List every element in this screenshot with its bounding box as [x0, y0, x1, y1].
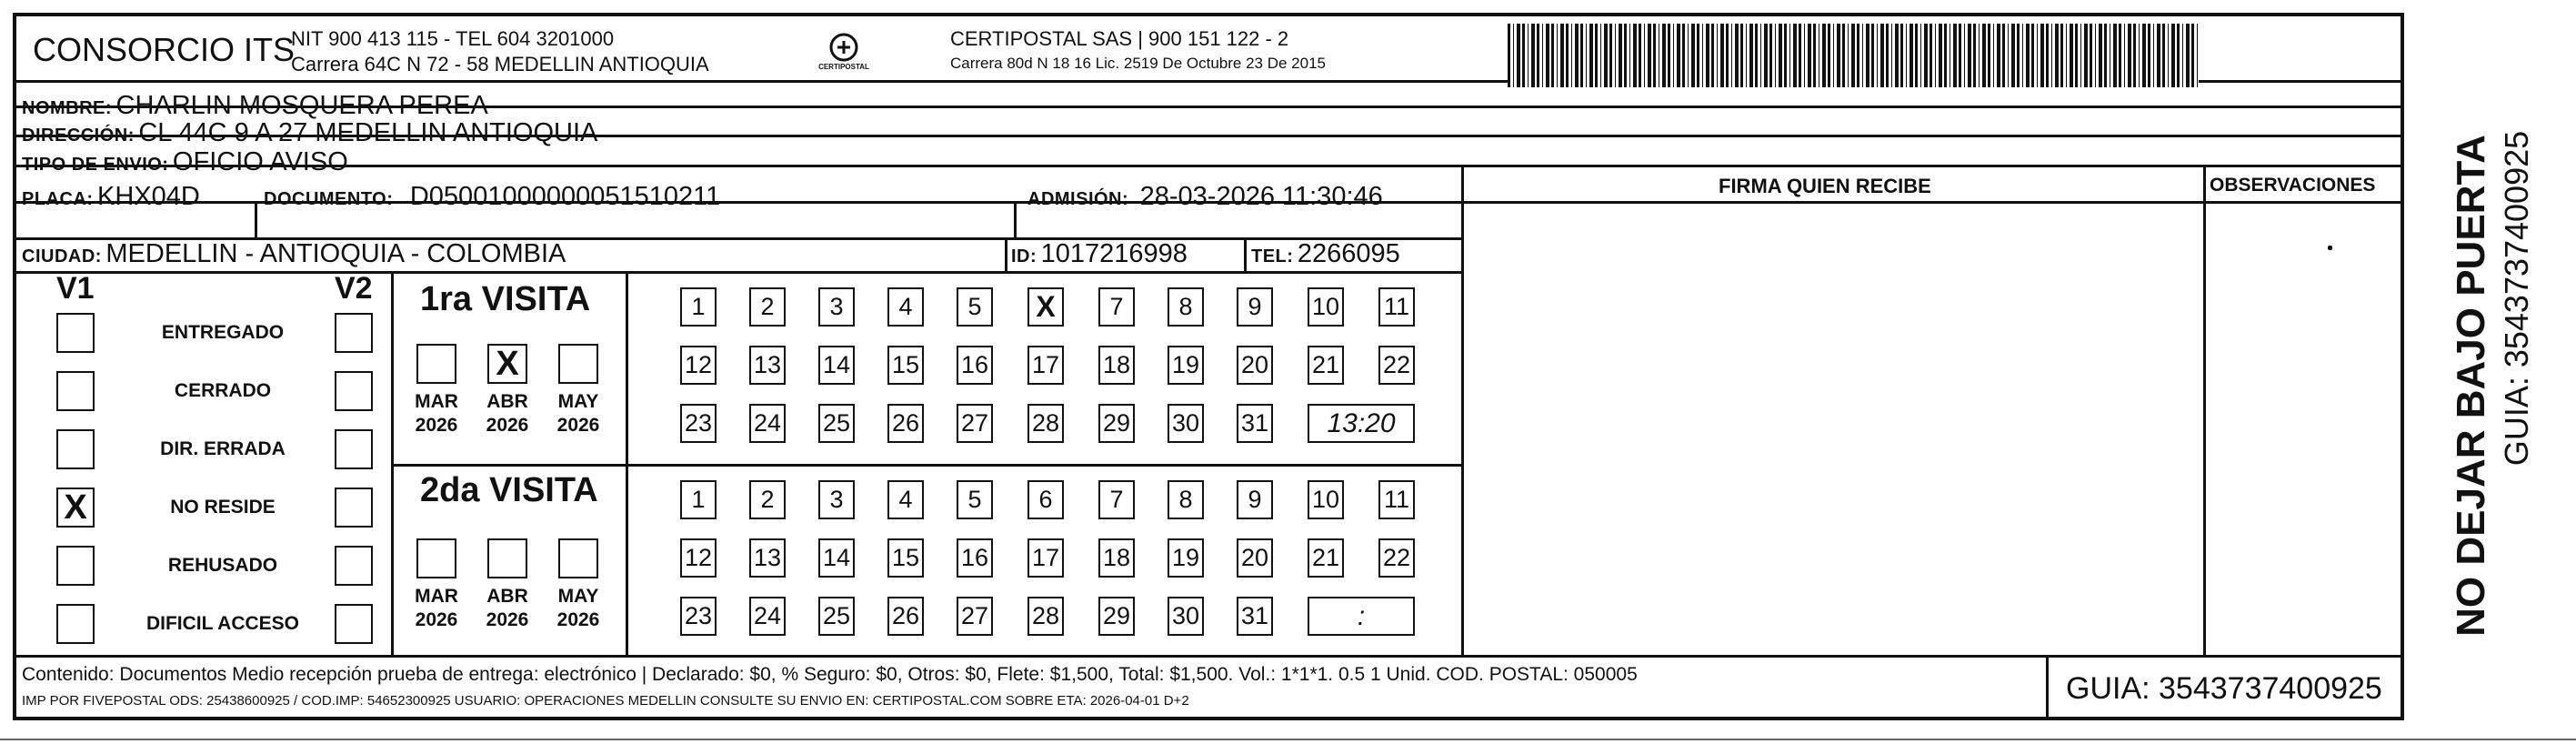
- ciudad-field: [22, 239, 566, 269]
- documento-field: [264, 182, 720, 212]
- admision-label: ADMISIÓN:: [1027, 189, 1129, 209]
- row-line: [391, 464, 1462, 467]
- month-label: MAR: [415, 586, 458, 607]
- month-label: MAY: [557, 391, 599, 412]
- month-checkbox[interactable]: [416, 344, 456, 384]
- time-box[interactable]: 13:20: [1308, 404, 1415, 443]
- v1-checkbox[interactable]: [56, 488, 95, 528]
- day-box[interactable]: 16: [957, 346, 993, 385]
- direccion-label: DIRECCIÓN:: [22, 126, 135, 146]
- day-box[interactable]: 27: [957, 404, 993, 443]
- day-box[interactable]: 16: [957, 538, 993, 578]
- month-label: MAR: [415, 391, 458, 412]
- day-box[interactable]: 29: [1098, 404, 1135, 443]
- tipo-label: TIPO DE ENVIO:: [22, 155, 169, 175]
- barcode: [1508, 24, 2199, 87]
- v1-checkbox[interactable]: [56, 546, 95, 586]
- day-box[interactable]: 25: [818, 404, 855, 443]
- day-box[interactable]: 17: [1027, 538, 1064, 578]
- year-label: 2026: [415, 609, 458, 630]
- year-label: 2026: [415, 415, 458, 436]
- observation-mark: [2328, 246, 2332, 250]
- admision-value: 28-03-2026 11:30:46: [1139, 182, 1383, 211]
- tipo-value: OFICIO AVISO: [172, 147, 348, 176]
- day-box[interactable]: 19: [1168, 538, 1204, 578]
- day-box[interactable]: 4: [887, 287, 924, 327]
- v2-checkbox[interactable]: [335, 488, 373, 528]
- day-box[interactable]: 14: [818, 346, 855, 385]
- tel-field: [1251, 239, 1400, 269]
- visit2-title: 2da VISITA: [420, 471, 598, 509]
- ciudad-label: CIUDAD:: [22, 246, 102, 266]
- documento-label: DOCUMENTO:: [264, 189, 394, 209]
- status-option-label: NO RESIDE: [170, 497, 276, 518]
- footer-print-info: IMP POR FIVEPOSTAL ODS: 25438600925 / COD.IMP: 54652300925 USUARIO: OPERACIONES MEDELLIN CONSULTE SU ENVIO EN: CERTIPOSTAL.COM SOBRE ETA: 2026-04-01 D+2: [22, 693, 1189, 709]
- col-line: [255, 201, 257, 237]
- id-value: 1017216998: [1040, 239, 1188, 268]
- day-box[interactable]: 23: [680, 404, 717, 443]
- day-box[interactable]: 23: [680, 597, 717, 636]
- time-box[interactable]: :: [1308, 597, 1415, 636]
- month-checkbox[interactable]: [416, 538, 456, 578]
- day-box[interactable]: 20: [1237, 346, 1273, 385]
- day-box[interactable]: 8: [1168, 287, 1204, 327]
- day-box[interactable]: 22: [1378, 346, 1415, 385]
- day-box[interactable]: 12: [680, 538, 717, 578]
- day-box[interactable]: 9: [1237, 287, 1273, 327]
- year-label: 2026: [556, 609, 600, 630]
- day-box[interactable]: 18: [1098, 346, 1135, 385]
- company-name: CONSORCIO ITS: [33, 31, 296, 68]
- direccion-field: [22, 118, 597, 148]
- status-option-label: CERRADO: [174, 380, 272, 401]
- day-box[interactable]: 2: [749, 287, 786, 327]
- status-option-label: ENTREGADO: [161, 322, 285, 343]
- v2-checkbox[interactable]: [335, 604, 373, 644]
- side-warning: NO DEJAR BAJO PUERTA: [2449, 135, 2493, 637]
- day-box[interactable]: 30: [1168, 597, 1204, 636]
- v1-checkbox[interactable]: [56, 313, 95, 353]
- month-checkbox[interactable]: [558, 344, 598, 384]
- month-checkbox[interactable]: [487, 344, 527, 384]
- day-box[interactable]: 3: [818, 287, 855, 327]
- v1-checkbox[interactable]: [56, 604, 95, 644]
- nombre-value: CHARLIN MOSQUERA PEREA: [115, 91, 488, 120]
- month-label: MAY: [557, 586, 599, 607]
- col-line: [1005, 237, 1007, 271]
- day-box[interactable]: 5: [957, 480, 993, 519]
- day-box[interactable]: 25: [818, 597, 855, 636]
- day-box[interactable]: 10: [1308, 287, 1344, 327]
- day-box[interactable]: 13: [749, 346, 786, 385]
- carrier-name: CERTIPOSTAL SAS | 900 151 122 - 2: [950, 27, 1289, 50]
- col-line: [2203, 165, 2206, 657]
- day-box[interactable]: 30: [1168, 404, 1204, 443]
- day-box[interactable]: 31: [1237, 597, 1273, 636]
- placa-value: KHX04D: [97, 182, 200, 211]
- year-label: 2026: [486, 415, 529, 436]
- day-box[interactable]: 26: [887, 597, 924, 636]
- status-option-label: REHUSADO: [167, 555, 278, 576]
- day-box[interactable]: 18: [1098, 538, 1135, 578]
- admision-field: [1027, 182, 1383, 212]
- day-box[interactable]: 11: [1378, 480, 1415, 519]
- v1-checkbox[interactable]: [56, 429, 95, 469]
- day-box[interactable]: 1: [680, 287, 717, 327]
- row-line: [13, 165, 2404, 167]
- nombre-label: NOMBRE:: [22, 98, 113, 118]
- day-box[interactable]: 12: [680, 346, 717, 385]
- status-option-label: DIFICIL ACCESO: [145, 613, 299, 634]
- day-box[interactable]: 7: [1098, 480, 1135, 519]
- nombre-field: [22, 91, 488, 121]
- id-field: [1011, 239, 1188, 269]
- day-box[interactable]: 17: [1027, 346, 1064, 385]
- day-box[interactable]: 2: [749, 480, 786, 519]
- day-box[interactable]: 11: [1378, 287, 1415, 327]
- day-box[interactable]: 24: [749, 597, 786, 636]
- year-label: 2026: [486, 609, 529, 630]
- observaciones-label: OBSERVACIONES: [2210, 175, 2376, 196]
- day-box[interactable]: 22: [1378, 538, 1415, 578]
- id-label: ID:: [1011, 246, 1037, 266]
- day-box[interactable]: 4: [887, 480, 924, 519]
- day-box[interactable]: 10: [1308, 480, 1344, 519]
- placa-label: PLACA:: [22, 189, 94, 209]
- v2-checkbox[interactable]: [335, 546, 373, 586]
- day-box[interactable]: 20: [1237, 538, 1273, 578]
- tipo-field: [22, 147, 348, 177]
- check-mark: X: [1036, 290, 1056, 323]
- certipostal-logo-icon: [828, 32, 859, 63]
- status-option-label: DIR. ERRADA: [160, 438, 286, 459]
- day-box[interactable]: 28: [1027, 404, 1064, 443]
- day-box[interactable]: 3: [818, 480, 855, 519]
- month-checkbox[interactable]: [558, 538, 598, 578]
- day-box[interactable]: 7: [1098, 287, 1135, 327]
- day-box[interactable]: 13: [749, 538, 786, 578]
- day-box[interactable]: 15: [887, 538, 924, 578]
- row-line: [13, 271, 1463, 274]
- v2-checkbox[interactable]: [335, 371, 373, 411]
- side-guia: GUIA: 3543737400925: [2498, 130, 2535, 467]
- ciudad-value: MEDELLIN - ANTIOQUIA - COLOMBIA: [105, 239, 566, 268]
- v2-checkbox[interactable]: [335, 429, 373, 469]
- tel-label: TEL:: [1251, 246, 1294, 266]
- day-box[interactable]: 21: [1308, 346, 1344, 385]
- col-line: [1244, 237, 1247, 271]
- col-line: [1461, 165, 1464, 657]
- firma-label: FIRMA QUIEN RECIBE: [1719, 175, 1931, 197]
- month-label: ABR: [486, 586, 528, 607]
- day-box[interactable]: [1027, 287, 1064, 327]
- day-box[interactable]: 27: [957, 597, 993, 636]
- v2-label: V2: [335, 271, 373, 306]
- company-address: Carrera 64C N 72 - 58 MEDELLIN ANTIOQUIA: [291, 53, 709, 75]
- direccion-value: CL 44C 9 A 27 MEDELLIN ANTIOQUIA: [138, 118, 598, 147]
- day-box[interactable]: 29: [1098, 597, 1135, 636]
- month-checkbox[interactable]: [487, 538, 527, 578]
- v1-checkbox[interactable]: [56, 371, 95, 411]
- documento-value: D05001000000051510211: [409, 182, 721, 211]
- footer-content: Contenido: Documentos Medio recepción prueba de entrega: electrónico | Declarado: $0, % Seguro: $0, Otros: $0, Flete: $1,500, Total: $1,500. Vol.: 1*1*1. 0.5 1 Unid. COD. POSTAL: 050005: [22, 664, 1638, 685]
- day-box[interactable]: 26: [887, 404, 924, 443]
- day-box[interactable]: 8: [1168, 480, 1204, 519]
- company-nit: NIT 900 413 115 - TEL 604 3201000: [291, 27, 615, 50]
- day-box[interactable]: 31: [1237, 404, 1273, 443]
- day-box[interactable]: 24: [749, 404, 786, 443]
- month-label: ABR: [486, 391, 528, 412]
- check-mark: X: [496, 345, 519, 383]
- scan-edge: [0, 739, 2576, 740]
- tel-value: 2266095: [1297, 239, 1400, 268]
- day-box[interactable]: 21: [1308, 538, 1344, 578]
- day-box[interactable]: 28: [1027, 597, 1064, 636]
- year-label: 2026: [556, 415, 600, 436]
- col-line: [391, 271, 394, 655]
- day-box[interactable]: 15: [887, 346, 924, 385]
- day-box[interactable]: 1: [680, 480, 717, 519]
- check-mark: X: [64, 488, 87, 527]
- col-line: [1014, 201, 1017, 237]
- v1-label: V1: [56, 271, 95, 306]
- footer-guia: GUIA: 3543737400925: [2066, 671, 2382, 706]
- placa-field: [22, 182, 200, 212]
- day-box[interactable]: 19: [1168, 346, 1204, 385]
- carrier-address: Carrera 80d N 18 16 Lic. 2519 De Octubre 23 De 2015: [950, 55, 1326, 72]
- day-box[interactable]: 9: [1237, 480, 1273, 519]
- day-box[interactable]: 5: [957, 287, 993, 327]
- col-line: [2046, 655, 2049, 720]
- logo-text: CERTIPOSTAL: [818, 62, 869, 71]
- certipostal-logo: [817, 24, 871, 78]
- visit1-title: 1ra VISITA: [420, 280, 591, 318]
- v2-checkbox[interactable]: [335, 313, 373, 353]
- row-line: [1464, 201, 2404, 204]
- day-box[interactable]: 14: [818, 538, 855, 578]
- day-box[interactable]: 6: [1027, 480, 1064, 519]
- col-line: [626, 271, 628, 655]
